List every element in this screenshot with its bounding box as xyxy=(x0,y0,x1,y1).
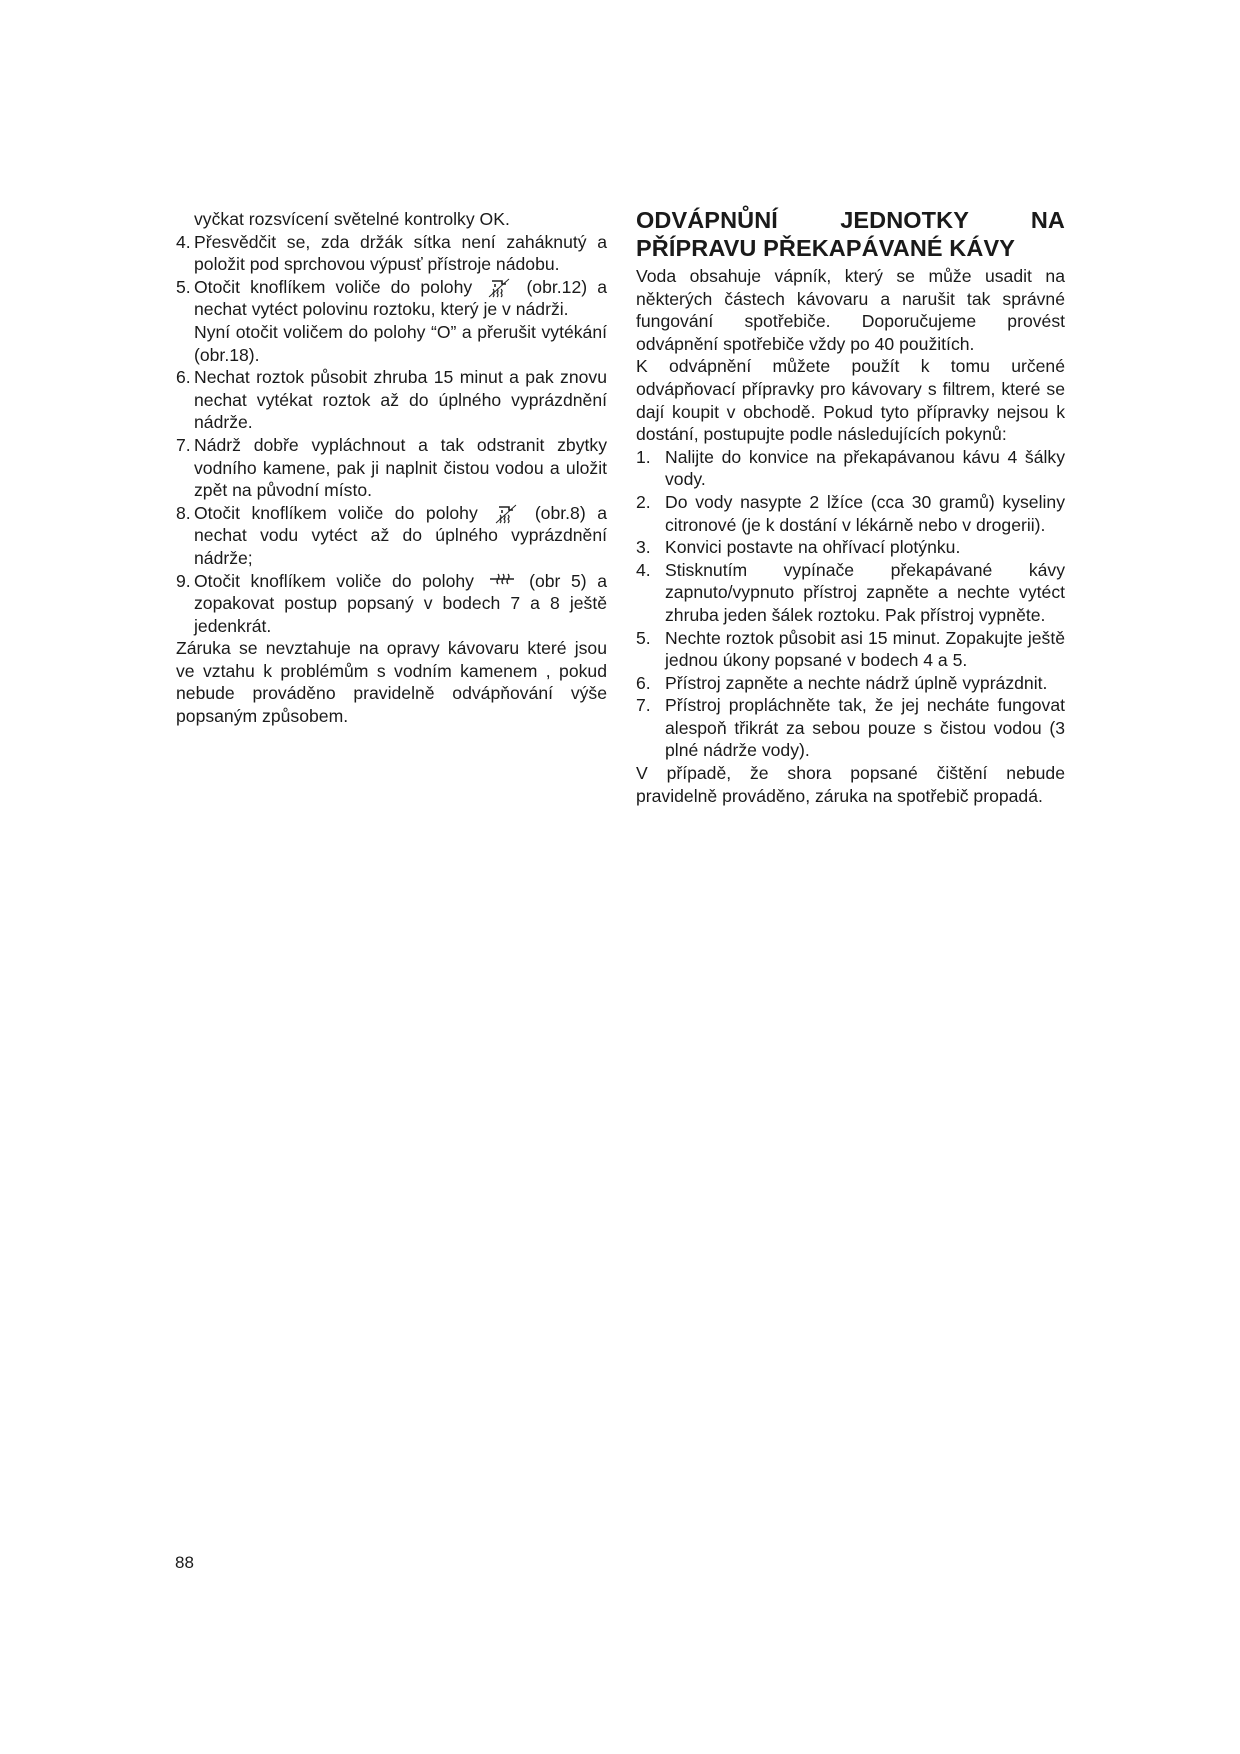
steam-icon xyxy=(485,572,519,590)
intro-paragraph-1: Voda obsahuje vápník, který se může usadit na některých částech kávovaru a narušit tak správné fungování spotřebiče. Doporučujeme provést odvápnění spotřebiče vždy po 40 použitích. xyxy=(636,266,1065,354)
left-step-8: 8. Otočit knoflíkem voliče do polohy (obr.8) a nechat vodu vytéct až do úplného vyprázdnění nádrže; xyxy=(176,502,607,568)
section-heading: ODVÁPNŮNÍ JEDNOTKY NA PŘÍPRAVU PŘEKAPÁVANÉ KÁVY xyxy=(636,207,1065,261)
right-step-1: 1. Nalijte do konvice na překapávanou kávu 4 šálky vody. xyxy=(636,446,1065,490)
page-number: 88 xyxy=(175,1553,194,1572)
intro-paragraph-2: K odvápnění můžete použít k tomu určené odvápňovací přípravky pro kávovary s filtrem, které se dají koupit v obchodě. Pokud tyto přípravky nejsou k dostání, postupujte podle následujících pokynů: xyxy=(636,356,1065,445)
right-step-5: 5. Nechte roztok působit asi 15 minut. Zopakujte ještě jednou úkony popsané v bodech 4 a 5. xyxy=(636,627,1065,671)
left-step-7: 7. Nádrž dobře vypláchnout a tak odstranit zbytky vodního kamene, pak ji naplnit čistou vodou a uložit zpět na původní místo. xyxy=(176,434,607,501)
warranty-note: Záruka se nevztahuje na opravy kávovaru které jsou ve vztahu k problémům s vodním kamenem , pokud nebude prováděno pravidelně odvápňování výše popsaným způsobem. xyxy=(176,638,607,727)
left-step-9: 9. Otočit knoflíkem voliče do polohy (obr 5) a zopakovat postup popsaný v bodech 7 a 8 ještě jedenkrát. xyxy=(176,570,607,636)
right-step-4: 4. Stisknutím vypínače překapávané kávy zapnuto/vypnuto přístroj zapněte a nechte vytéct zhruba jeden šálek roztoku. Pak přístroj vypněte. xyxy=(636,559,1065,625)
left-column xyxy=(176,208,607,728)
closing-paragraph: V případě, že shora popsané čištění nebude pravidelně prováděno, záruka na spotřebič propadá. xyxy=(636,763,1065,806)
left-step-6: 6. Nechat roztok působit zhruba 15 minut a pak znovu nechat vytékat roztok až do úplného vyprázdnění nádrže. xyxy=(176,367,607,433)
right-step-6: 6. Přístroj zapněte a nechte nádrž úplně vyprázdnit. xyxy=(636,672,1048,693)
continued-step-line: vyčkat rozsvícení světelné kontrolky OK. xyxy=(194,209,510,229)
left-step-5: 5. Otočit knoflíkem voliče do polohy (obr.12) a nechat vytéct polovinu roztoku, který je v nádrži. Nyní otočit voličem do polohy “O” a přerušit vytékání (obr.18). xyxy=(176,276,608,365)
right-column xyxy=(636,208,1065,807)
right-step-7: 7. Přístroj propláchněte tak, že jej necháte fungovat alespoň třikrát za sebou pouze s čistou vodou (3 plné nádrže vody). xyxy=(636,695,1065,761)
hot-water-spout-icon xyxy=(489,504,523,522)
right-step-2: 2. Do vody nasypte 2 lžíce (cca 30 gramů) kyseliny citronové (je k dostání v lékárně nebo v drogerii). xyxy=(636,491,1065,535)
hot-water-spout-icon xyxy=(482,278,516,296)
left-step-4: 4. Přesvědčit se, zda držák sítka není zaháknutý a položit pod sprchovou výpusť přístroje nádobu. xyxy=(176,231,607,275)
right-step-3: 3. Konvici postavte na ohřívací plotýnku. xyxy=(636,537,961,558)
